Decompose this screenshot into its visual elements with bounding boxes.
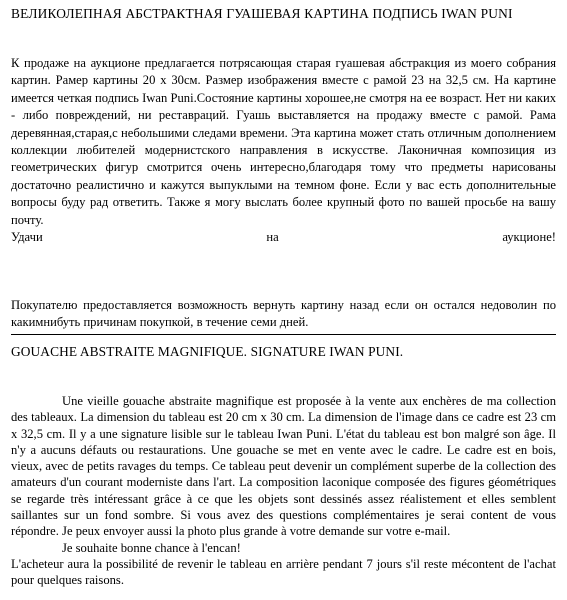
russian-return-policy: Покупателю предоставляется возможность вернуть картину назад если он остался недоволин по какимнибуть причинам покупкой, в течение семи дней.: [11, 298, 556, 330]
french-description-text: Une vieille gouache abstraite magnifique est proposée à la vente aux enchères de ma collection des tableaux. La dimension du tableau est 20 cm x 30 cm. La dimension de l'image dans ce cadre est 23 cm x 32,5 cm. Il y a une signature lisible sur le tableau Iwan Puni. L'état du tableau est bon malgré son âge. Il n'y a aucuns défauts ou restaurations. Une gouache se met en vente avec le cadre. Le cadre est en bois, vieux, avec de petits ravages du temps. Ce tableau peut devenir un complément superbe de la collection des amateurs d'un courant moderniste dans l'art. La composition laconique composée des figures géométriques se regarde très intéressant grâce à ce que les objets sont dessinés assez réalistement et elles semblent saillantes sur un fond sombre. Si vous avez des questions complémentaires je serai content de vous répondre. Je peux envoyer aussi la photo plus grande à votre demande sur votre e-mail.: [11, 394, 556, 539]
russian-description: [11, 55, 556, 246]
french-wish: Je souhaite bonne chance à l'encan!: [62, 540, 241, 555]
french-return-policy: L'acheteur aura la possibilité de revenir le tableau en arrière pendant 7 jours s'il reste mécontent de l'achat pour quelques raisons.: [11, 556, 556, 588]
closing-word-3: аукционе!: [502, 230, 556, 245]
russian-title: ВЕЛИКОЛЕПНАЯ АБСТРАКТНАЯ ГУАШЕВАЯ КАРТИНА ПОДПИСЬ IWAN PUNI: [11, 6, 513, 21]
closing-word-2: на: [266, 230, 279, 245]
russian-closing-line: [11, 229, 556, 246]
french-description: [11, 393, 556, 589]
french-title: GOUACHE ABSTRAITE MAGNIFIQUE. SIGNATURE IWAN PUNI.: [11, 344, 404, 359]
section-divider: [11, 334, 556, 335]
closing-word-1: Удачи: [11, 230, 43, 245]
russian-description-text: К продаже на аукционе предлагается потрясающая старая гуашевая абстракция из моего собрания картин. Рамер картины 20 х 30см. Размер изображения вместе с рамой 23 на 32,5 см. На картине имеется четкая подпись Iwan Puni.Состояние картины хорошее,не смотря на ее возраст. Нет ни каких - либо повреждений, ни реставраций. Гуашь выставляется на продажу вместе с рамой. Рама деревянная,старая,с небольшими следами времени. Эта картина может стать отличным дополнением коллекции любителей модернистского направления в искусстве. Лаконичная композиция из геометрических фигур смотрится очень интересно,благодаря тому что предметы нарисованы достаточно реалистично и кажутся выпуклыми на темном фоне. Если у вас есть дополнительные вопросы буду рад ответить. Также я могу выслать более крупный фото по вашей просьбе на вашу почту.: [11, 56, 556, 227]
